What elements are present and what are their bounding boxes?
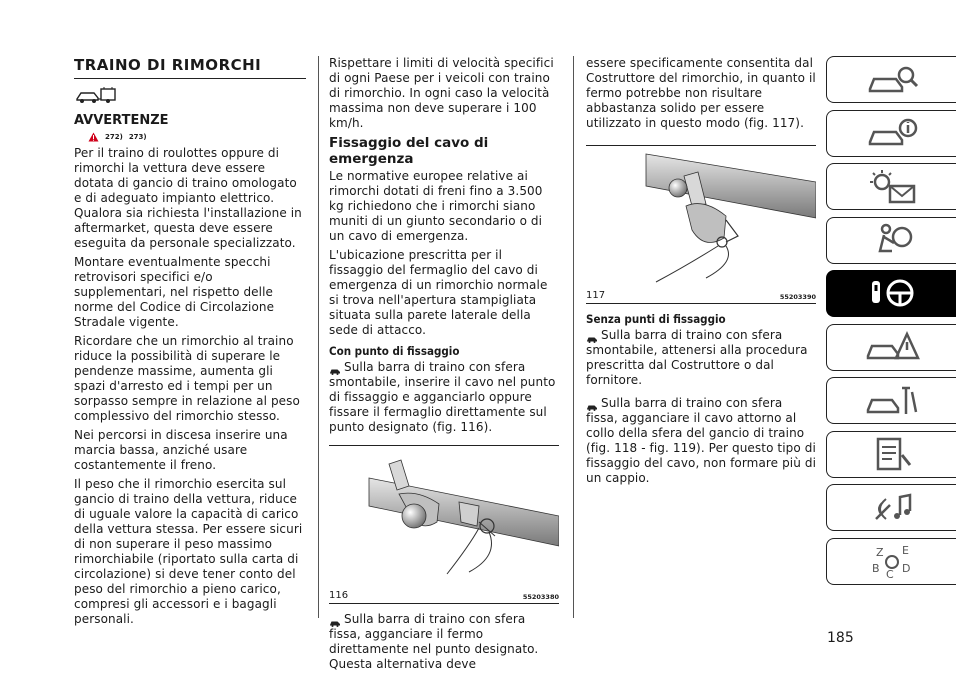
page-number: 185 — [827, 630, 854, 646]
svg-text:E: E — [901, 544, 909, 557]
paragraph: Rispettare i limiti di velocità specifici di ogni Paese per i veicoli con traino di rimorchio. In ogni caso la velocità massima non deve superare i 100 km/h. — [329, 56, 554, 130]
tab-car-wrench[interactable] — [826, 377, 956, 424]
figure-code: 55203380 — [522, 593, 559, 601]
column-divider — [318, 56, 319, 618]
warning-refs — [88, 132, 306, 142]
svg-text:D: D — [901, 562, 910, 575]
bullet-text: Sulla barra di traino con sfera smontabile, inserire il cavo nel punto di fissaggio e agganciarlo oppure fissare il fermaglio direttamente sul punto designato (fig. 116). — [329, 360, 556, 434]
warning-triangle-icon — [88, 132, 99, 142]
car-wrench-icon — [862, 382, 922, 420]
svg-text:B: B — [871, 562, 880, 575]
car-bullet-icon — [329, 616, 341, 624]
figure-code: 55203390 — [779, 293, 816, 301]
alphabet-index-icon — [862, 542, 922, 580]
bullet-paragraph — [329, 612, 559, 672]
ref-1: 272) — [105, 133, 123, 141]
chapter-tabs — [826, 56, 956, 591]
bullet-paragraph — [586, 328, 816, 388]
tab-key-steering[interactable] — [826, 270, 956, 317]
car-info-icon — [862, 114, 922, 152]
tow-hook-illustration — [329, 446, 559, 586]
column-3 — [586, 56, 816, 490]
bullet-text: Sulla barra di traino con sfera smontabile, attenersi alla procedura prescritta dal Costruttore o dal fornitore. — [586, 328, 808, 387]
car-bullet-icon — [586, 332, 598, 340]
spec-sheet-icon — [862, 435, 922, 473]
airbag-person-icon — [862, 221, 922, 259]
svg-text:C: C — [885, 568, 894, 580]
bullet-paragraph — [329, 360, 559, 435]
car-bullet-icon — [586, 400, 598, 408]
svg-text:Z: Z — [875, 546, 884, 559]
column-1 — [74, 56, 306, 631]
light-mail-icon — [862, 168, 922, 206]
paragraph: Ricordare che un rimorchio al traino riduce la possibilità di superare le pendenze massime, aumenta gli spazi d'arresto ed i tempi per un sorpasso sempre in relazione al peso complessivo del rimorchio stesso. — [74, 334, 300, 423]
figure-116 — [329, 445, 559, 604]
page-title: TRAINO DI RIMORCHI — [74, 56, 262, 74]
paragraph: L'ubicazione prescritta per il fissaggio del fermaglio del cavo di emergenza di un rimorchio normale si trova nell'apertura stampigliata situata sulla parete laterale della sede di attacco. — [329, 248, 548, 337]
key-steering-wheel-icon — [862, 275, 922, 313]
column-divider — [573, 56, 574, 618]
multimedia-icon — [862, 489, 922, 527]
warning-heading: AVVERTENZE — [74, 113, 169, 128]
tab-car-warning[interactable] — [826, 324, 956, 371]
car-search-icon — [862, 61, 922, 99]
figure-caption — [586, 290, 816, 304]
paragraph: Montare eventualmente specchi retrovisori specifici e/o supplementari, nel rispetto delle norme del Codice di Circolazione Stradale vigente. — [74, 255, 275, 329]
paragraph: Nei percorsi in discesa inserire una marcia bassa, anziché usare costantemente il freno. — [74, 428, 288, 472]
tab-car-info[interactable] — [826, 110, 956, 157]
trailer-symbol-icon — [74, 85, 306, 109]
tow-hook-illustration — [586, 146, 816, 286]
tab-airbag[interactable] — [826, 217, 956, 264]
tab-specs[interactable] — [826, 431, 956, 478]
bullet-text: Sulla barra di traino con sfera fissa, agganciare il fermo direttamente nel punto designato. Questa alternativa deve — [329, 612, 539, 671]
figure-caption — [329, 590, 559, 604]
paragraph: Per il traino di roulottes oppure di rimorchi la vettura deve essere dotata di gancio di traino omologato e di adeguato impianto elettrico. Qualora sia richiesta l'installazione in aftermarket, questa deve essere eseguita da personale specializzato. — [74, 146, 302, 250]
subsection-title: Senza punti di fissaggio — [586, 312, 726, 326]
figure-number: 116 — [329, 590, 349, 601]
bullet-paragraph — [586, 396, 816, 486]
ref-2: 273) — [128, 133, 147, 141]
tab-index[interactable] — [826, 538, 956, 585]
paragraph: Le normative europee relative ai rimorchi dotati di freni fino a 3.500 kg richiedono che i rimorchi siano muniti di un giunto secondario o di un cavo di emergenza. — [329, 169, 543, 243]
car-bullet-icon — [329, 364, 341, 372]
subsection-title: Con punto di fissaggio — [329, 344, 460, 358]
figure-117 — [586, 145, 816, 304]
figure-number: 117 — [586, 290, 606, 301]
paragraph: Il peso che il rimorchio esercita sul gancio di traino della vettura, riduce di uguale valore la capacità di carico della vettura stessa. Per essere sicuri di non superare il peso massimo rimorchiabile (riportato sulla carta di circolazione) si deve tener conto del peso del rimorchio a pieno carico, compresi gli accessori e i bagagli personali. — [74, 477, 303, 626]
tab-car-search[interactable] — [826, 56, 956, 103]
title-rule — [74, 78, 306, 79]
car-warning-icon — [862, 328, 922, 366]
bullet-text: Sulla barra di traino con sfera fissa, agganciare il cavo attorno al collo della sfera del gancio di traino (fig. 118 - fig. 119). Per questo tipo di fissaggio del cavo, non formare più di un cappio. — [586, 396, 817, 485]
tab-light-mail[interactable] — [826, 163, 956, 210]
section-title: Fissaggio del cavo di emergenza — [329, 135, 489, 167]
column-2 — [329, 56, 559, 676]
tab-multimedia[interactable] — [826, 484, 956, 531]
paragraph: essere specificamente consentita dal Costruttore del rimorchio, in quanto il fermo potrebbe non risultare abbastanza solido per essere utilizzato in questo modo (fig. 117). — [586, 56, 816, 130]
